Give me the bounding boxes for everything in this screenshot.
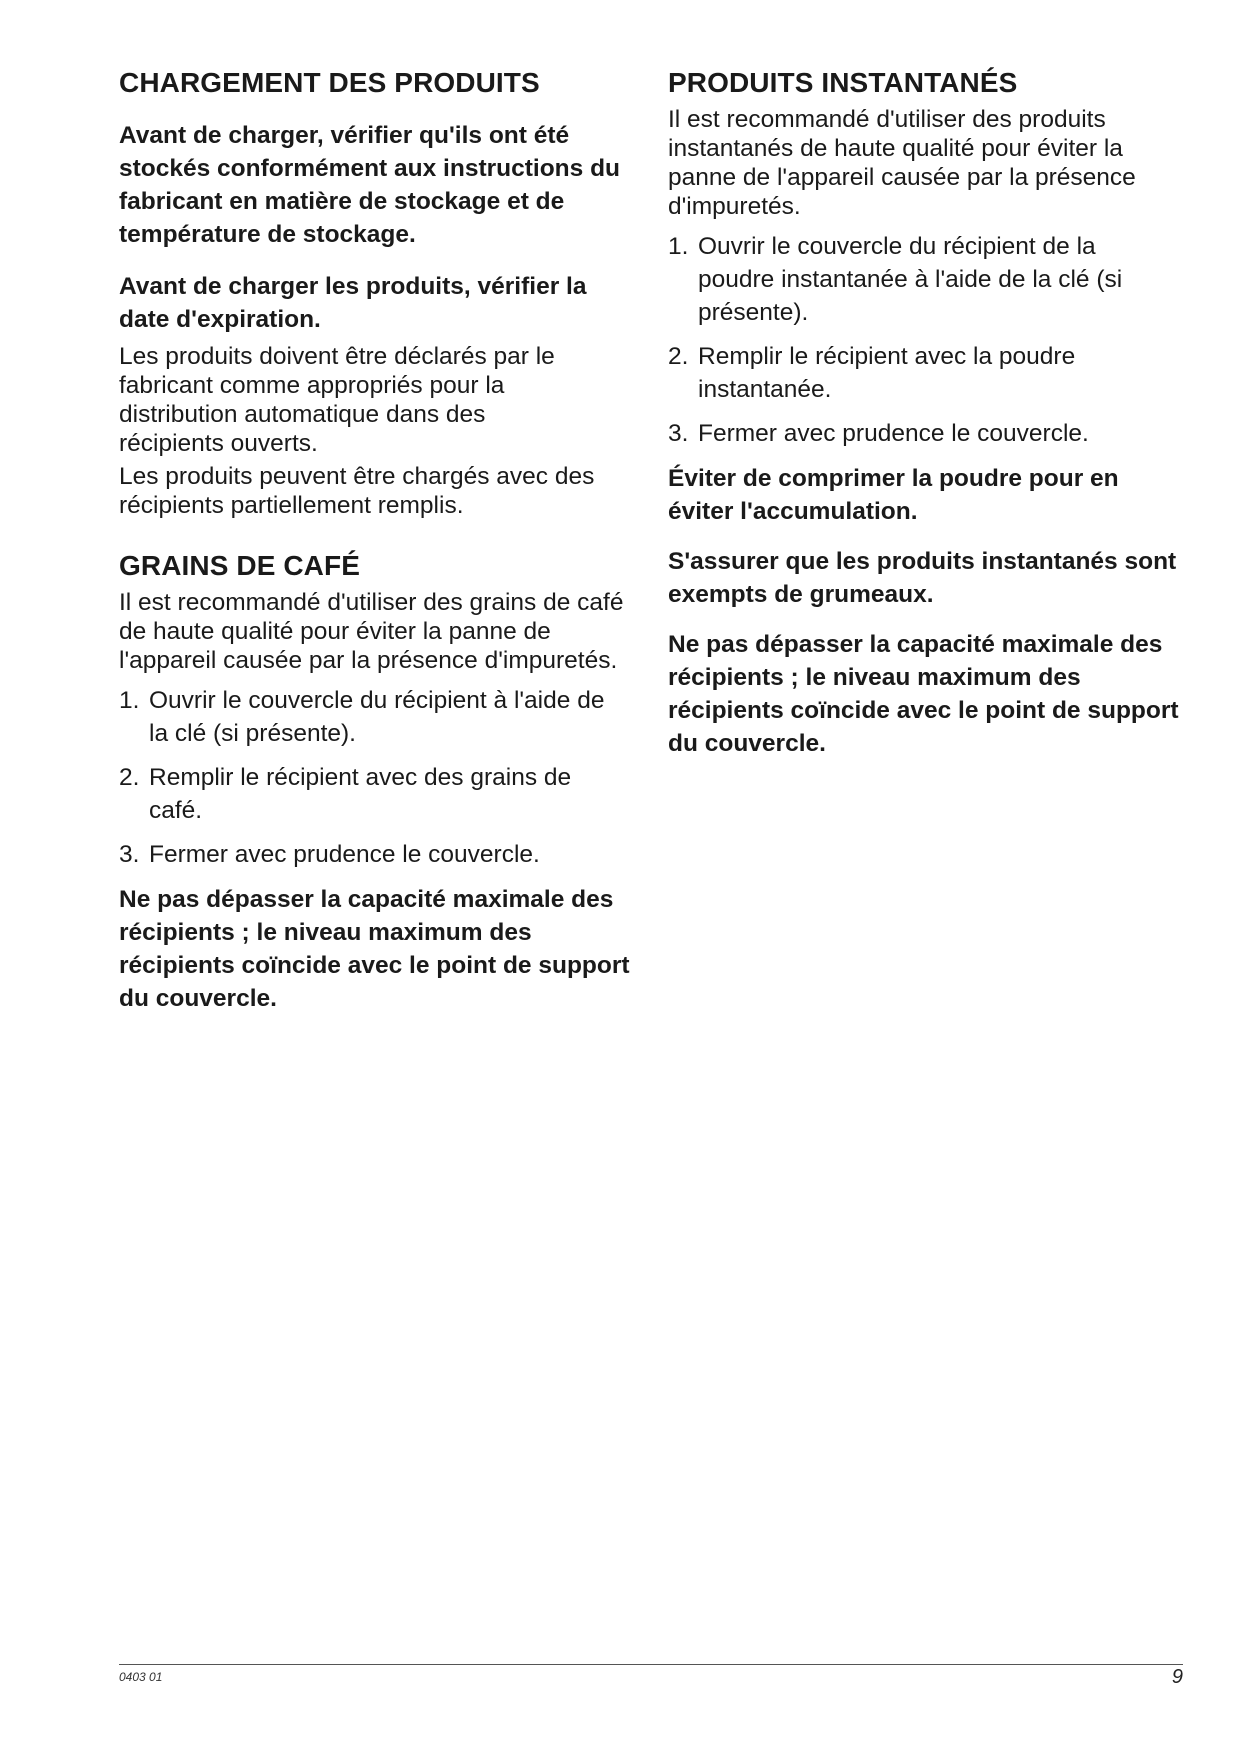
instant-capacity-warning: Ne pas dépasser la capacité maximale des récipients ; le niveau maximum des récipients coïncide avec le point de support du couvercle. — [668, 631, 1179, 757]
loading-partial-fill-text: Les produits peuvent être chargés avec des récipients partiellement remplis. — [119, 463, 595, 519]
document-code: 0403 01 — [119, 1670, 163, 1684]
step-number: 2. — [119, 764, 140, 791]
step-text: Ouvrir le couvercle du récipient de la poudre instantanée à l'aide de la clé (si présente). — [698, 233, 1123, 326]
step-text: Fermer avec prudence le couvercle. — [698, 420, 1089, 447]
instant-products-step — [668, 230, 1168, 329]
left-column — [119, 66, 644, 1015]
step-number: 2. — [668, 343, 689, 370]
footer-divider — [119, 1664, 1183, 1665]
coffee-beans-step — [119, 838, 649, 871]
step-number: 1. — [119, 687, 140, 714]
instant-products-intro: Il est recommandé d'utiliser des produits instantanés de haute qualité pour éviter la panne de l'appareil causée par la présence d'impuretés. — [668, 106, 1136, 220]
step-text: Fermer avec prudence le couvercle. — [149, 841, 540, 868]
loading-expiry-warning: Avant de charger les produits, vérifier la date d'expiration. — [119, 273, 587, 333]
section-title-instant-products: PRODUITS INSTANTANÉS — [668, 67, 1018, 98]
coffee-beans-steps — [119, 684, 644, 871]
loading-storage-warning: Avant de charger, vérifier qu'ils ont été stockés conformément aux instructions du fabricant en matière de stockage et de température de stockage. — [119, 122, 620, 248]
instant-products-step — [668, 417, 1198, 450]
step-text: Remplir le récipient avec la poudre instantanée. — [698, 343, 1076, 403]
step-number: 3. — [119, 841, 140, 868]
page-number: 9 — [1171, 1666, 1183, 1688]
coffee-beans-step — [119, 761, 599, 827]
instant-lumps-warning: S'assurer que les produits instantanés sont exempts de grumeaux. — [668, 548, 1177, 608]
right-column — [668, 66, 1193, 760]
loading-suitability-text: Les produits doivent être déclarés par le fabricant comme appropriés pour la distribution automatique dans des récipients ouverts. — [119, 343, 555, 457]
step-number: 1. — [668, 233, 689, 260]
step-text: Ouvrir le couvercle du récipient à l'aide de la clé (si présente). — [149, 687, 605, 747]
step-text: Remplir le récipient avec des grains de café. — [149, 764, 572, 824]
section-title-coffee-beans: GRAINS DE CAFÉ — [119, 550, 360, 581]
coffee-beans-intro: Il est recommandé d'utiliser des grains de café de haute qualité pour éviter la panne de l'appareil causée par la présence d'impuretés. — [119, 589, 624, 674]
coffee-beans-step — [119, 684, 629, 750]
section-title-loading: CHARGEMENT DES PRODUITS — [119, 67, 540, 98]
step-number: 3. — [668, 420, 689, 447]
instant-compress-warning: Éviter de comprimer la poudre pour en éviter l'accumulation. — [668, 465, 1119, 525]
instant-products-step — [668, 340, 1148, 406]
instant-products-steps — [668, 230, 1193, 450]
coffee-beans-capacity-warning: Ne pas dépasser la capacité maximale des récipients ; le niveau maximum des récipients coïncide avec le point de support du couvercle. — [119, 886, 630, 1012]
